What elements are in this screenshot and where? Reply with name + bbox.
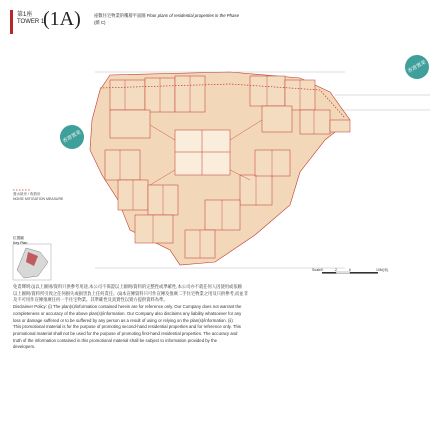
scale-tick: 2 xyxy=(335,268,337,272)
key-plan-label xyxy=(13,236,27,246)
disclaimer-cn-line: 及不可用作宣傳推廣任何一手住宅物業。其準確性及真實性以賣方提供資料為準。 xyxy=(13,297,168,303)
disclaimer-en-line: This promotional material is for the purpose of promoting second-hand residential properties and for reference only. This xyxy=(13,324,241,330)
plan-subtitle: (續 C) xyxy=(94,20,106,25)
disclaimer-en-line: Disclaimer Policy: (i) The plan(s)/information contained herein are for reference only. Our Company does not warrant the xyxy=(13,304,242,310)
disclaimer-en-line: completeness or accuracy of the above plan(s)/information. Our Company also disclaims any liability whatsoever for any xyxy=(13,310,242,316)
legend-cn: 發水錶房 / 收納房 xyxy=(13,192,41,196)
scale-tick: 6 xyxy=(349,268,351,272)
disclaimer xyxy=(13,284,423,351)
tower-en: TOWER 1 xyxy=(17,19,45,25)
tower-cn: 第1座 xyxy=(17,12,33,18)
key-plan-drawing xyxy=(13,244,51,280)
legend-en: NOISE MITIGATION MEASURE xyxy=(13,197,64,201)
scale-tick: 0 xyxy=(321,268,323,272)
scale-label: Scale xyxy=(312,268,321,272)
plan-title-cn: 座數住宅物業的樓層平面圖 xyxy=(94,13,146,18)
scale-bar xyxy=(312,266,412,280)
disclaimer-en-line: developers. xyxy=(13,344,36,350)
tower-code: (1A) xyxy=(43,8,81,30)
disclaimer-en-line: loss or damage suffered or to be suffered by any person as a result of using or relying on the plan(s)/information. (ii) xyxy=(13,317,233,323)
key-plan-en: Key Plan xyxy=(13,241,28,245)
logo-text: 香港置業 xyxy=(61,129,83,145)
key-plan-cn: 位置圖 xyxy=(13,236,24,240)
logo-text: 香港置業 xyxy=(406,59,428,75)
legend xyxy=(13,192,63,202)
plan-title-en: Floor plans of residential properties in the Phase xyxy=(146,13,239,18)
scale-tick: 10M(米) xyxy=(376,268,389,272)
disclaimer-cn-line: 以上圖則/資料所引致之任何損失或損害負上任何責任。(ii)本宣傳資料只可作宣傳及推廣二手住宅物業之用及只供參考,而並非 xyxy=(13,290,248,296)
disclaimer-en-line: truth of the information contained in this promotional material shall be subject to information provided by the xyxy=(13,337,217,343)
balcony xyxy=(330,120,350,132)
core xyxy=(175,130,230,175)
disclaimer-en-line: promotional material shall not be used for the purpose of promoting first-hand residential properties. The accuracy and xyxy=(13,330,238,336)
disclaimer-cn-line: 免責聲明:(i)以上圖則/資料只供參考用途,本公司不保證以上圖則/資料的完整性或準確性,本公司亦不就任何人因使用或依賴 xyxy=(13,284,242,289)
